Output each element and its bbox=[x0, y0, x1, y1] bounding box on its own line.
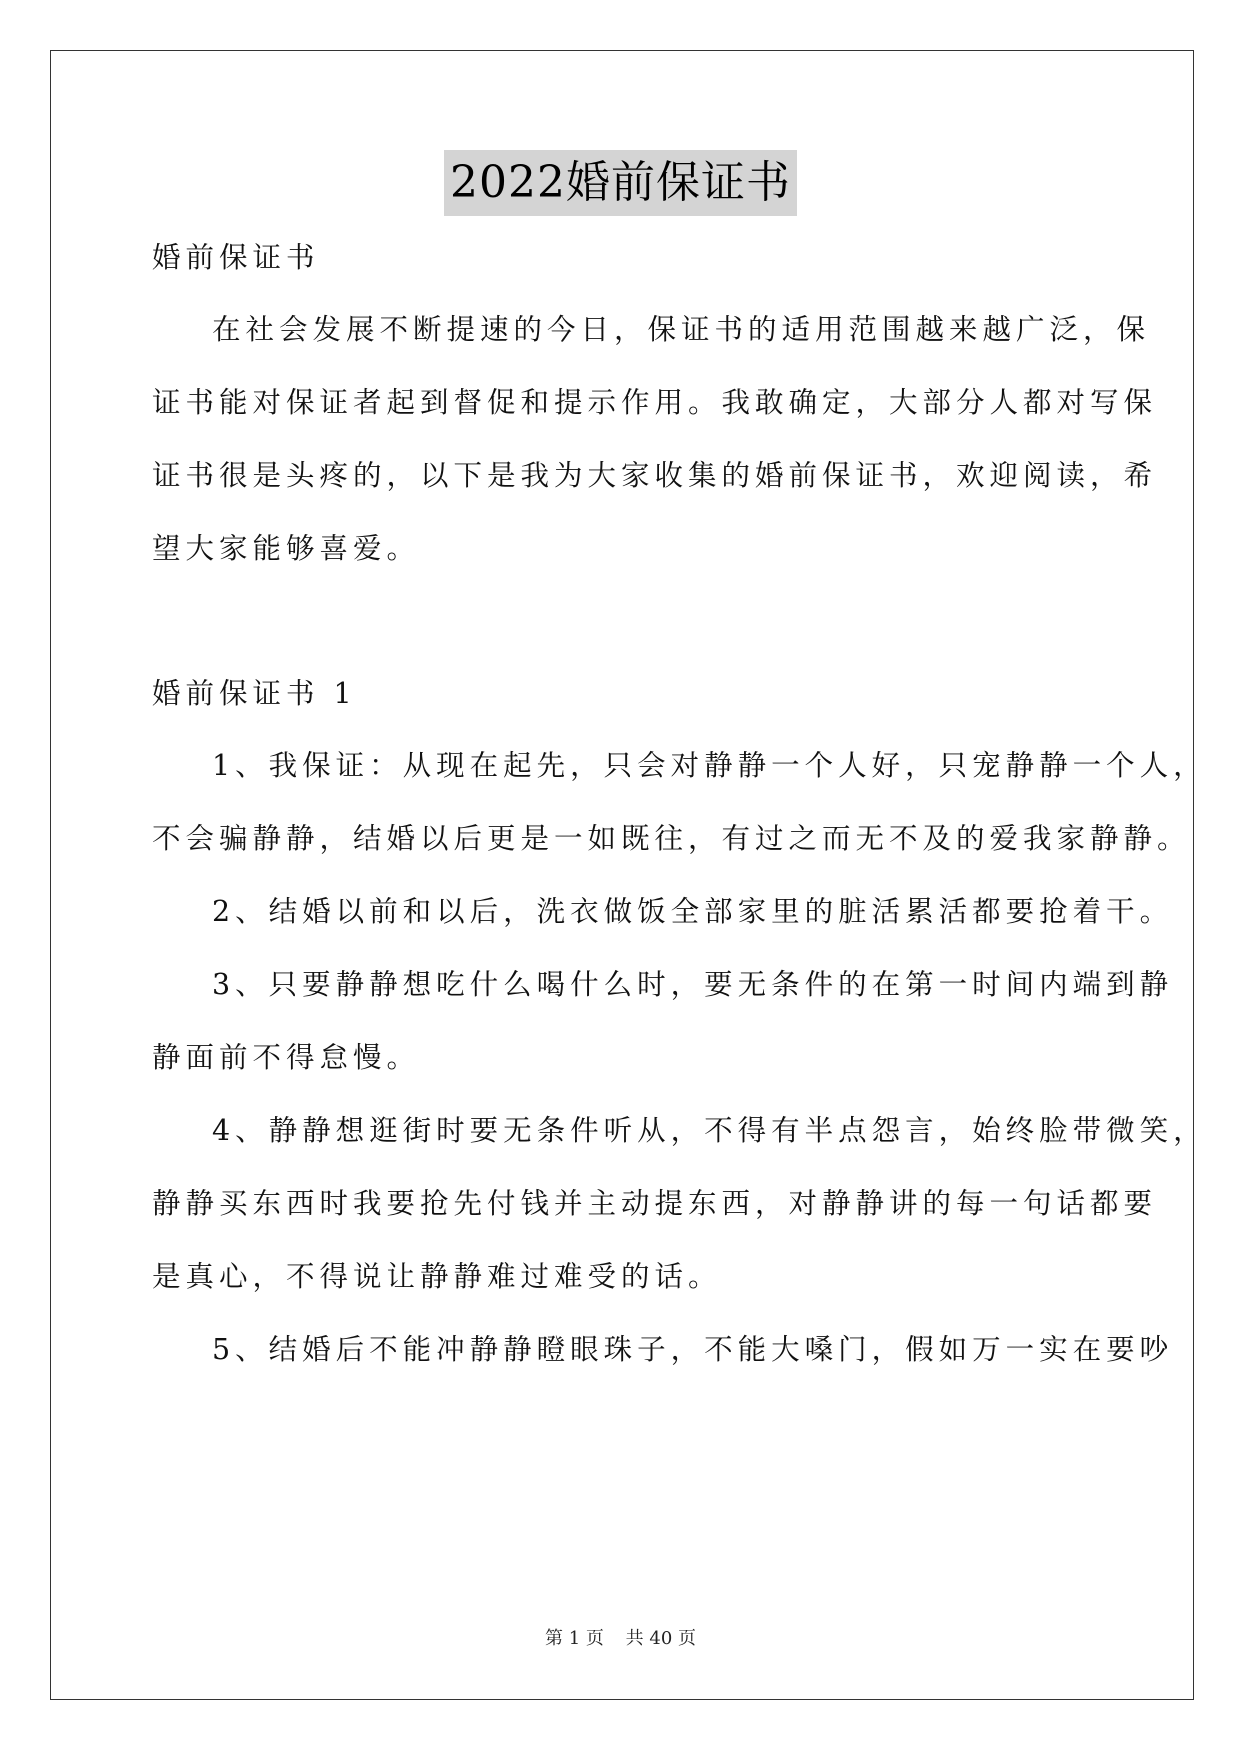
document-title: 2022婚前保证书 bbox=[444, 150, 797, 216]
section-heading: 婚前保证书 bbox=[152, 241, 320, 274]
paragraph-line: 望大家能够喜爱。 bbox=[152, 532, 421, 565]
paragraph-line: 2、结婚以前和以后，洗衣做饭全部家里的脏活累活都要抢着干。 bbox=[212, 895, 1174, 928]
page-frame bbox=[50, 50, 1194, 1700]
page-footer bbox=[0, 1624, 1241, 1650]
paragraph-line: 4、静静想逛街时要无条件听从，不得有半点怨言，始终脸带微笑， bbox=[212, 1114, 1207, 1147]
page-number: 第 1 页 bbox=[545, 1628, 604, 1649]
paragraph-line: 5、结婚后不能冲静静瞪眼珠子，不能大嗓门，假如万一实在要吵 bbox=[212, 1333, 1174, 1366]
paragraph-line: 3、只要静静想吃什么喝什么时，要无条件的在第一时间内端到静 bbox=[212, 968, 1174, 1001]
paragraph-line: 证书很是头疼的，以下是我为大家收集的婚前保证书，欢迎阅读，希 bbox=[152, 459, 1158, 492]
section-heading: 婚前保证书 1 bbox=[152, 677, 357, 710]
paragraph-line: 1、我保证：从现在起先，只会对静静一个人好，只宠静静一个人， bbox=[212, 749, 1207, 782]
paragraph-line: 静面前不得怠慢。 bbox=[152, 1041, 421, 1074]
paragraph-line: 静静买东西时我要抢先付钱并主动提东西，对静静讲的每一句话都要 bbox=[152, 1187, 1158, 1220]
paragraph-line: 不会骗静静，结婚以后更是一如既往，有过之而无不及的爱我家静静。 bbox=[152, 822, 1191, 855]
paragraph-line: 证书能对保证者起到督促和提示作用。我敢确定，大部分人都对写保 bbox=[152, 386, 1158, 419]
paragraph-line: 在社会发展不断提速的今日，保证书的适用范围越来越广泛，保 bbox=[212, 313, 1151, 346]
paragraph-line: 是真心，不得说让静静难过难受的话。 bbox=[152, 1260, 722, 1293]
page-total: 共 40 页 bbox=[625, 1628, 696, 1649]
title-wrap bbox=[0, 150, 1241, 216]
